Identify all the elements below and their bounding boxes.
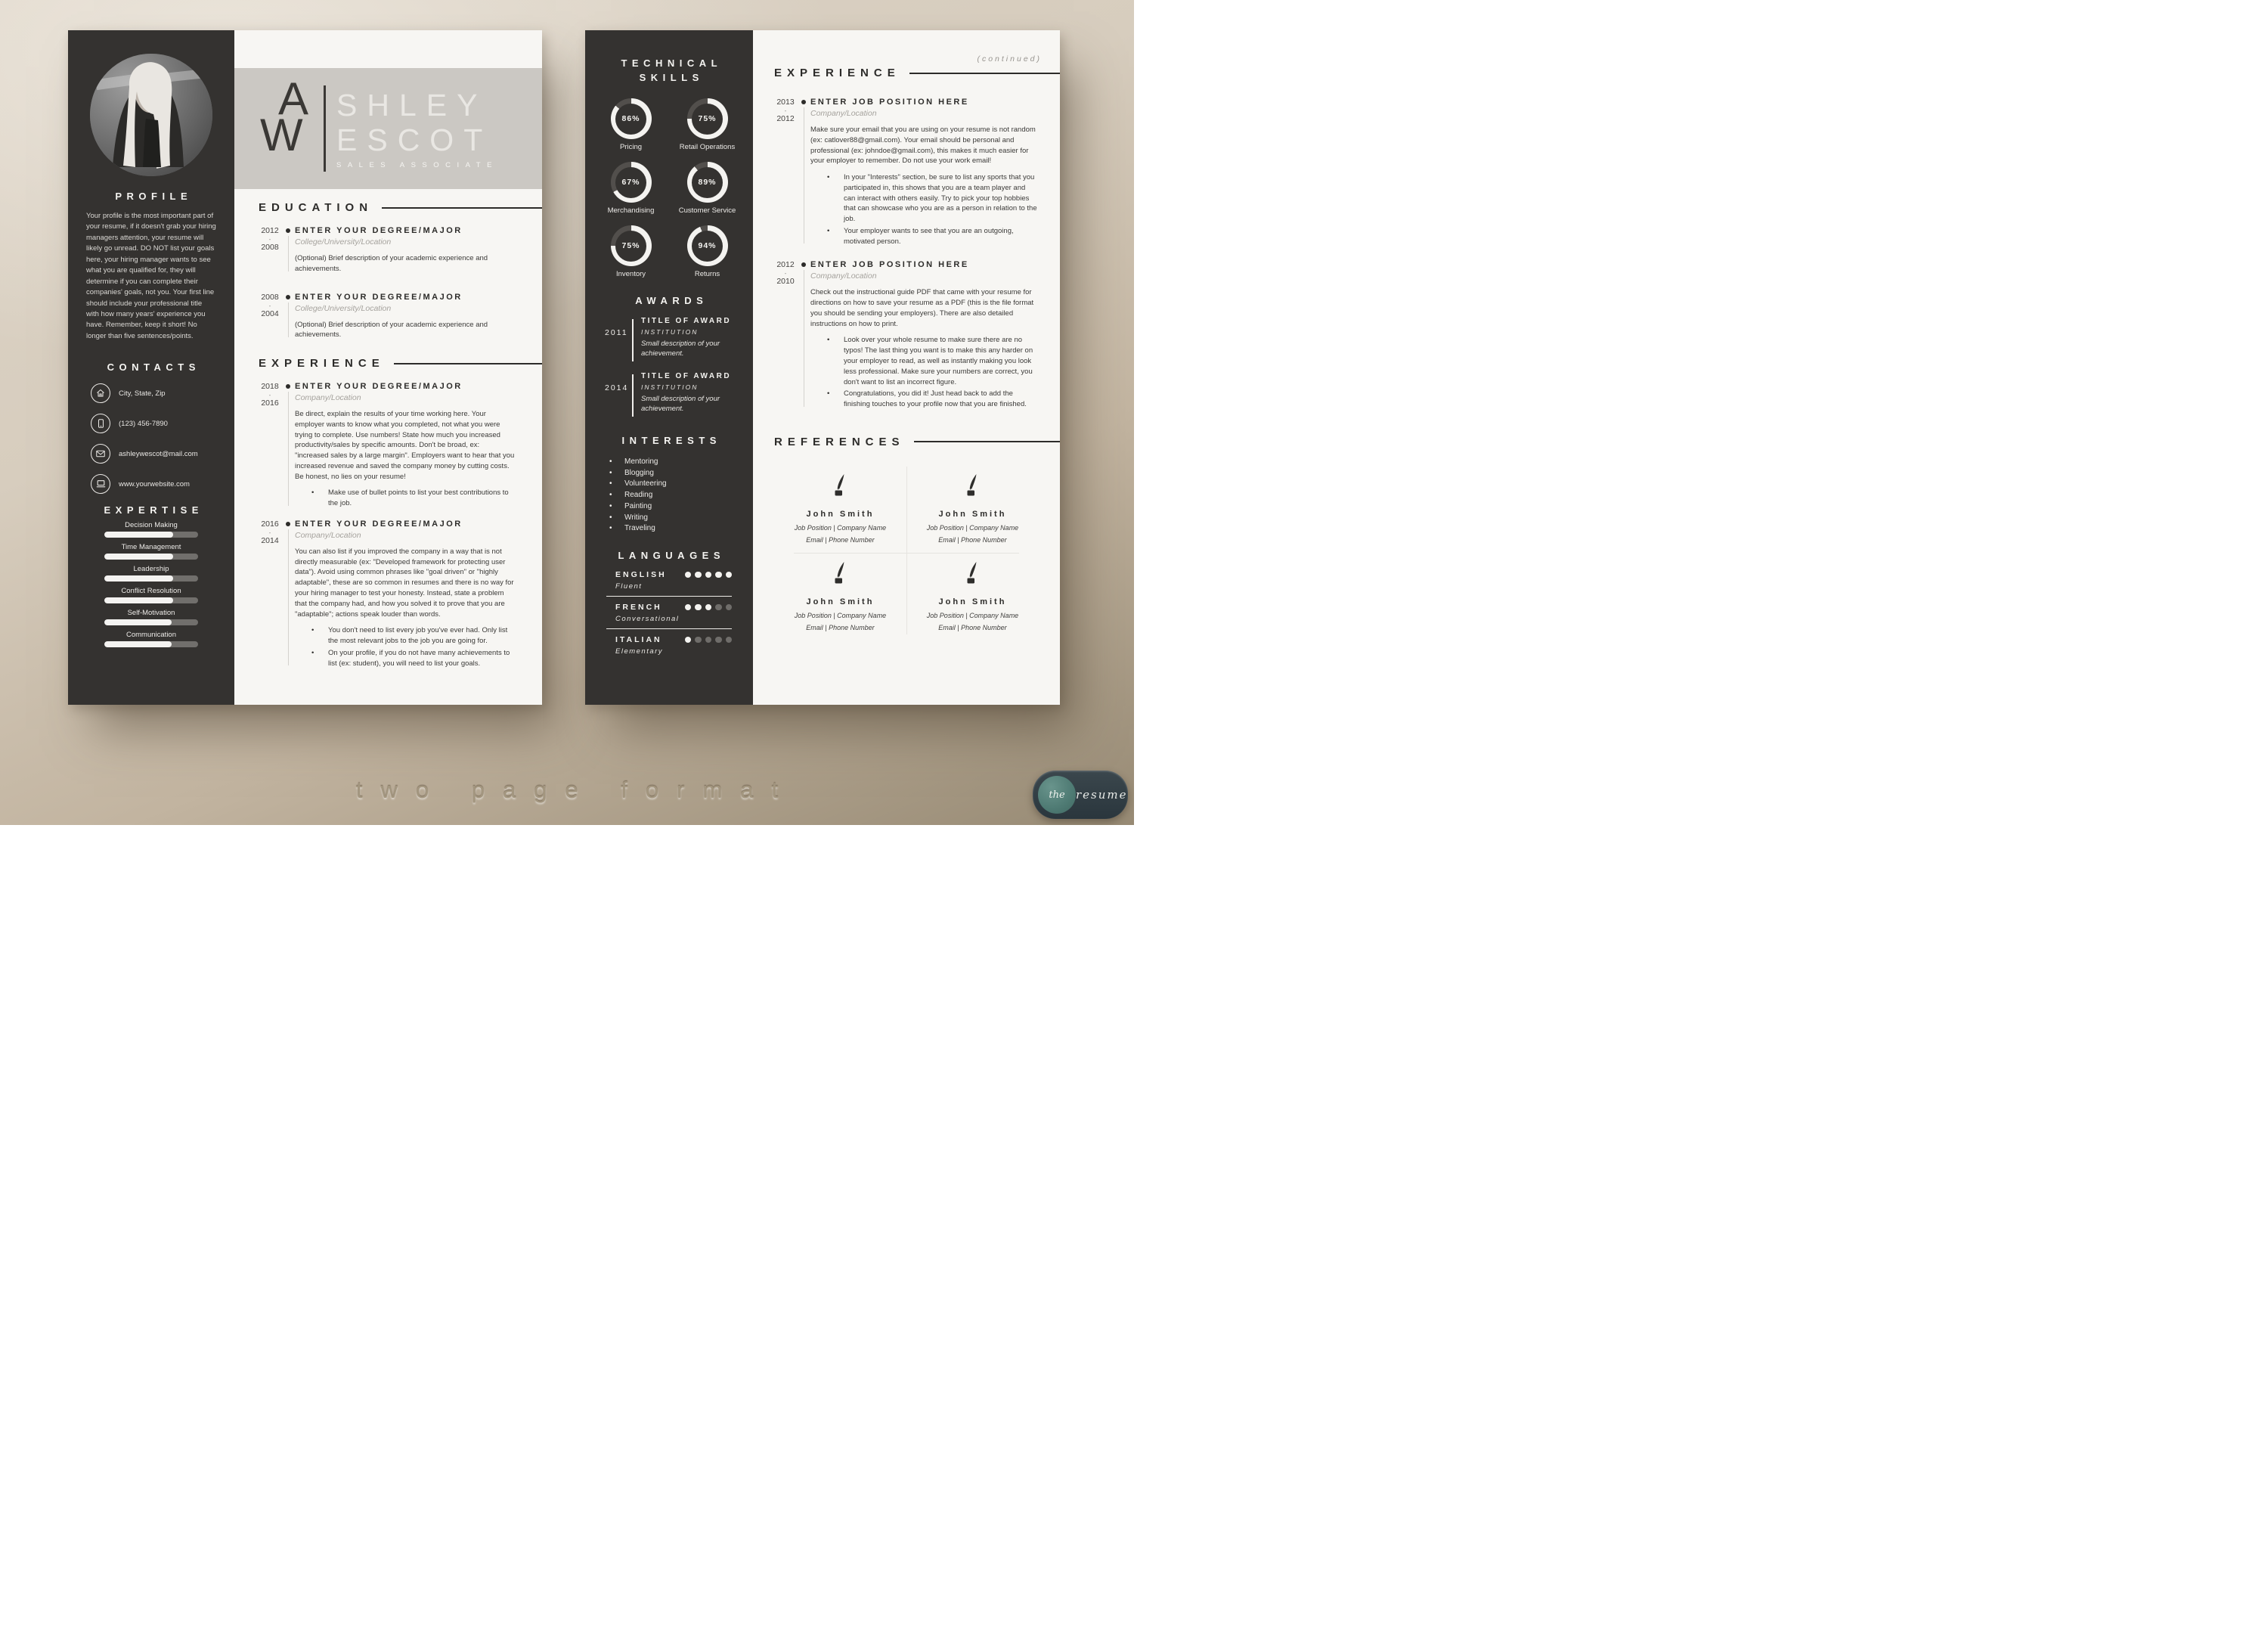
monogram-a: A bbox=[278, 73, 309, 124]
language-row bbox=[606, 597, 732, 629]
profile-heading: PROFILE bbox=[115, 191, 193, 202]
award-entry bbox=[585, 372, 753, 417]
entry-subtitle: Company/Location bbox=[810, 109, 877, 118]
technical-skills-heading: TECHNICAL SKILLS bbox=[621, 57, 723, 83]
expertise-item bbox=[68, 587, 234, 603]
reference-contact: Email | Phone Number bbox=[806, 535, 875, 544]
entry-body: (Optional) Brief description of your academic experience and achievements. bbox=[295, 254, 488, 273]
entry-title: ENTER JOB POSITION HERE bbox=[810, 98, 969, 107]
contact-label: (123) 456-7890 bbox=[119, 419, 168, 428]
heading-rule bbox=[394, 363, 542, 364]
interest-item: • Mentoring bbox=[609, 457, 753, 468]
entry-subtitle: Company/Location bbox=[295, 393, 361, 403]
entry-title: ENTER YOUR DEGREE/MAJOR bbox=[295, 519, 463, 529]
award-institution: INSTITUTION bbox=[641, 328, 699, 336]
contacts-heading: CONTACTS bbox=[107, 361, 200, 374]
brand-badge-circle: the bbox=[1038, 776, 1076, 814]
expertise-label: Time Management bbox=[121, 543, 181, 552]
reference-contact: Email | Phone Number bbox=[938, 623, 1007, 631]
quill-icon bbox=[963, 562, 983, 588]
entry-subtitle: Company/Location bbox=[295, 530, 361, 540]
donut-gauge: 75% bbox=[611, 225, 652, 266]
expertise-list bbox=[68, 521, 234, 647]
section-title: EDUCATION bbox=[259, 201, 373, 214]
entry-bullets bbox=[810, 335, 1039, 409]
language-level-dots bbox=[685, 604, 733, 611]
award-entry bbox=[585, 317, 753, 361]
last-name-rest: ESCOT bbox=[336, 123, 493, 157]
page2-content bbox=[753, 30, 1060, 705]
reference-name: John Smith bbox=[938, 597, 1007, 606]
portrait-illustration bbox=[90, 54, 212, 176]
expertise-heading: EXPERTISE bbox=[104, 504, 203, 516]
expertise-bar bbox=[104, 597, 198, 603]
entry-bullets bbox=[295, 625, 515, 668]
timeline bbox=[281, 382, 295, 509]
education-entry bbox=[259, 226, 515, 274]
mockup-stage bbox=[0, 0, 1134, 825]
monogram-w: W bbox=[260, 110, 303, 160]
timeline bbox=[281, 293, 295, 341]
expertise-label: Conflict Resolution bbox=[121, 587, 181, 596]
donut-gauge: 86% bbox=[611, 98, 652, 139]
expertise-bar bbox=[104, 554, 198, 560]
continued-label: (continued) bbox=[977, 54, 1042, 64]
awards-heading: AWARDS bbox=[635, 295, 708, 306]
skill-label: Customer Service bbox=[678, 206, 736, 215]
skill-gauge bbox=[593, 98, 669, 151]
experience-continued-heading bbox=[774, 54, 1042, 79]
languages-heading: LANGUAGES bbox=[618, 549, 726, 561]
entry-body: You can also list if you improved the company in a way that is not directly measurable (ex: "Developed framework for protecting user data"). Avoid using common phrases like "goal driven" or "highly adaptable", these are so common in resumes and there is no way for your hiring manager to test your honesty. Instead, state a problem that the company had, and how you solved it to prove that you are "adaptable"; actions speak louder than words. bbox=[295, 547, 514, 619]
awards-list bbox=[585, 317, 753, 417]
language-level-label: Conversational bbox=[615, 614, 680, 623]
entry-body: Check out the instructional guide PDF that came with your resume for directions on how to save your resume as a PDF (this is the file format you should be sending your employers). There are also detailed instructions on how to print. bbox=[810, 288, 1034, 328]
expertise-bar bbox=[104, 641, 198, 647]
reference-position: Job Position | Company Name bbox=[926, 523, 1019, 532]
donut-gauge: 89% bbox=[687, 162, 728, 203]
footer-caption: two page format bbox=[355, 777, 797, 803]
experience-entry bbox=[774, 260, 1039, 409]
bullet-item: • Congratulations, you did it! Just head back to add the finishing touches to your profile now that you are finished. bbox=[810, 389, 1039, 410]
page1-sidebar bbox=[68, 30, 234, 705]
references-section-heading bbox=[774, 436, 1039, 448]
skill-gauge bbox=[593, 162, 669, 215]
expertise-item bbox=[68, 521, 234, 538]
award-title: TITLE OF AWARD bbox=[641, 372, 732, 380]
entry-dates: 2016 - 2014 bbox=[261, 519, 279, 545]
entry-title: ENTER YOUR DEGREE/MAJOR bbox=[295, 226, 463, 235]
entry-body: (Optional) Brief description of your academic experience and achievements. bbox=[295, 320, 488, 340]
interest-item: • Volunteering bbox=[609, 479, 753, 490]
phone-icon bbox=[91, 414, 110, 433]
mail-icon bbox=[91, 444, 110, 464]
contact-label: www.yourwebsite.com bbox=[119, 479, 190, 488]
contact-item-phone bbox=[91, 414, 234, 433]
language-level-dots bbox=[685, 572, 733, 578]
expertise-label: Communication bbox=[126, 631, 176, 640]
reference-name: John Smith bbox=[806, 597, 875, 606]
award-institution: INSTITUTION bbox=[641, 383, 699, 391]
expertise-bar bbox=[104, 619, 198, 625]
entry-dates: 2012 - 2008 bbox=[261, 226, 279, 252]
skill-gauges bbox=[585, 98, 753, 278]
entry-dates: 2012 - 2010 bbox=[776, 260, 795, 287]
education-section-heading bbox=[259, 201, 515, 214]
section-title: EXPERIENCE bbox=[259, 357, 385, 371]
expertise-label: Decision Making bbox=[125, 521, 178, 530]
award-year: 2014 bbox=[605, 383, 629, 392]
quill-icon bbox=[963, 474, 983, 500]
section-title: EXPERIENCE bbox=[774, 67, 900, 79]
reference-card bbox=[774, 559, 906, 631]
reference-name: John Smith bbox=[806, 509, 875, 519]
reference-position: Job Position | Company Name bbox=[794, 523, 887, 532]
language-name: ITALIAN bbox=[615, 634, 662, 644]
entry-dates: 2018 - 2016 bbox=[261, 382, 279, 408]
timeline bbox=[281, 226, 295, 274]
language-row bbox=[606, 629, 732, 661]
interest-item: • Blogging bbox=[609, 468, 753, 479]
skill-label: Merchandising bbox=[607, 206, 655, 215]
award-description: Small description of your achievement. bbox=[641, 395, 720, 414]
references-grid bbox=[774, 471, 1039, 631]
expertise-bar bbox=[104, 575, 198, 582]
timeline bbox=[281, 520, 295, 668]
expertise-item bbox=[68, 631, 234, 647]
entry-title: ENTER YOUR DEGREE/MAJOR bbox=[295, 382, 463, 392]
entry-subtitle: Company/Location bbox=[810, 271, 877, 281]
language-name: FRENCH bbox=[615, 602, 662, 612]
award-description: Small description of your achievement. bbox=[641, 340, 720, 358]
entry-title: ENTER YOUR DEGREE/MAJOR bbox=[295, 292, 463, 302]
first-name-rest: SHLEY bbox=[336, 88, 488, 123]
expertise-item bbox=[68, 565, 234, 582]
monogram-divider bbox=[324, 85, 326, 172]
page1-content bbox=[234, 30, 542, 705]
home-icon bbox=[91, 383, 110, 403]
language-name: ENGLISH bbox=[615, 569, 667, 579]
skill-gauge bbox=[669, 98, 745, 151]
name-header-band bbox=[234, 68, 542, 189]
resume-page-1 bbox=[68, 30, 542, 705]
heading-rule bbox=[909, 73, 1060, 74]
entry-bullets bbox=[295, 488, 515, 509]
monogram bbox=[260, 73, 321, 175]
reference-card bbox=[906, 471, 1039, 544]
reference-contact: Email | Phone Number bbox=[806, 623, 875, 631]
experience-section-heading bbox=[259, 357, 515, 370]
interests-heading: INTERESTS bbox=[621, 435, 721, 446]
profile-photo bbox=[90, 54, 212, 176]
section-title: REFERENCES bbox=[774, 435, 905, 448]
expertise-item bbox=[68, 543, 234, 560]
entry-dates: 2013 - 2012 bbox=[776, 98, 795, 123]
interest-item: • Traveling bbox=[609, 523, 753, 535]
language-level-dots bbox=[685, 637, 733, 644]
skill-label: Pricing bbox=[619, 143, 643, 151]
experience-entry bbox=[259, 382, 515, 509]
bullet-item: • Look over your whole resume to make sure there are no typos! The last thing you want is to make this any harder on your employer to read, as well as instantly making you look less professional. Make sure your numbers are correct, you don't want to list an incorrect figure. bbox=[810, 335, 1039, 387]
reference-name: John Smith bbox=[938, 509, 1007, 519]
languages-list bbox=[585, 561, 753, 661]
reference-position: Job Position | Company Name bbox=[926, 611, 1019, 619]
quill-icon bbox=[831, 562, 850, 588]
interest-item: • Writing bbox=[609, 513, 753, 524]
education-entry bbox=[259, 293, 515, 341]
donut-gauge: 94% bbox=[687, 225, 728, 266]
bullet-item: • You don't need to list every job you've ever had. Only list the most relevant jobs to the job you are going for. bbox=[295, 625, 515, 647]
entry-body: Be direct, explain the results of your time working here. Your employer wants to know what you completed, not what you were trying to complete. Use numbers! State how much you increased productivity/sales by specific amounts. Don't be broad, ex: "increased sales by a large margin". Employers want to hear that you increased revenue and saved the company money by cutting costs. Be honest, no lies on your resume! bbox=[295, 410, 515, 481]
award-divider bbox=[632, 319, 634, 361]
bullet-item: • On your profile, if you do not have many achievements to list (ex: student), you will need to list your goals. bbox=[295, 648, 515, 669]
entry-title: ENTER JOB POSITION HERE bbox=[810, 260, 969, 270]
laptop-icon bbox=[91, 474, 110, 494]
language-row bbox=[606, 564, 732, 597]
page1-sections bbox=[234, 189, 542, 668]
skill-label: Retail Operations bbox=[679, 143, 736, 151]
entry-subtitle: College/University/Location bbox=[295, 237, 392, 247]
entry-body: Make sure your email that you are using on your resume is not random (ex: catlover88@gmail.com). Your email should be personal and professional (ex: johndoe@gmail.com), this makes it much easier for your employer to remember. Do not use your work email! bbox=[810, 126, 1036, 166]
award-title: TITLE OF AWARD bbox=[641, 317, 732, 325]
brand-badge bbox=[1033, 771, 1128, 819]
heading-rule bbox=[382, 207, 542, 209]
interest-item: • Painting bbox=[609, 501, 753, 513]
timeline bbox=[797, 98, 810, 247]
expertise-item bbox=[68, 609, 234, 625]
skill-gauge bbox=[669, 162, 745, 215]
reference-contact: Email | Phone Number bbox=[938, 535, 1007, 544]
experience-entry bbox=[774, 98, 1039, 247]
expertise-bar bbox=[104, 532, 198, 538]
skill-label: Inventory bbox=[615, 270, 646, 278]
brand-badge-word: resume bbox=[1076, 788, 1128, 802]
skill-label: Returns bbox=[694, 270, 720, 278]
resume-page-2 bbox=[585, 30, 1060, 705]
page2-sidebar bbox=[585, 30, 753, 705]
donut-gauge: 75% bbox=[687, 98, 728, 139]
bullet-item: • Your employer wants to see that you are an outgoing, motivated person. bbox=[810, 226, 1039, 247]
quill-icon bbox=[831, 474, 850, 500]
profile-text: Your profile is the most important part of your resume, if it doesn't grab your hiring managers attention, your resume will likely go unread. DO NOT list your goals here, your hiring manager wants to see what you are qualified for, they will determine if you can complete their companies' goals, not you. Your first line should include your professional title with how many years' experience you have. Remember, keep it short! No longer than five sentences/points. bbox=[86, 212, 216, 340]
timeline bbox=[797, 260, 810, 409]
name-block bbox=[336, 88, 498, 169]
language-level-label: Elementary bbox=[615, 647, 664, 656]
interest-item: • Reading bbox=[609, 490, 753, 501]
contacts-list bbox=[68, 383, 234, 494]
expertise-label: Leadership bbox=[133, 565, 169, 574]
interests-list bbox=[585, 457, 753, 535]
contact-label: City, State, Zip bbox=[119, 389, 166, 398]
reference-card bbox=[906, 559, 1039, 631]
contact-item-website bbox=[91, 474, 234, 494]
language-level-label: Fluent bbox=[615, 582, 643, 591]
entry-subtitle: College/University/Location bbox=[295, 303, 392, 313]
award-year: 2011 bbox=[605, 328, 628, 337]
contact-item-address bbox=[91, 383, 234, 403]
skill-gauge bbox=[593, 225, 669, 278]
bullet-item: • Make use of bullet points to list your best contributions to the job. bbox=[295, 488, 515, 509]
job-title: SALES ASSOCIATE bbox=[336, 161, 498, 169]
reference-position: Job Position | Company Name bbox=[794, 611, 887, 619]
skill-gauge bbox=[669, 225, 745, 278]
donut-gauge: 67% bbox=[611, 162, 652, 203]
entry-dates: 2008 - 2004 bbox=[261, 292, 279, 318]
reference-card bbox=[774, 471, 906, 544]
bullet-item: • In your "Interests" section, be sure to list any sports that you participated in, this shows that you are a team player and can interact with others easily. Try to pick your top hobbies that can showcase who you are as a person in relation to the job. bbox=[810, 172, 1039, 225]
contact-item-email bbox=[91, 444, 234, 464]
entry-bullets bbox=[810, 172, 1039, 247]
contact-label: ashleywescot@mail.com bbox=[119, 449, 198, 458]
expertise-label: Self-Motivation bbox=[127, 609, 175, 618]
award-divider bbox=[632, 374, 634, 417]
experience-entry bbox=[259, 520, 515, 668]
heading-rule bbox=[914, 441, 1060, 442]
